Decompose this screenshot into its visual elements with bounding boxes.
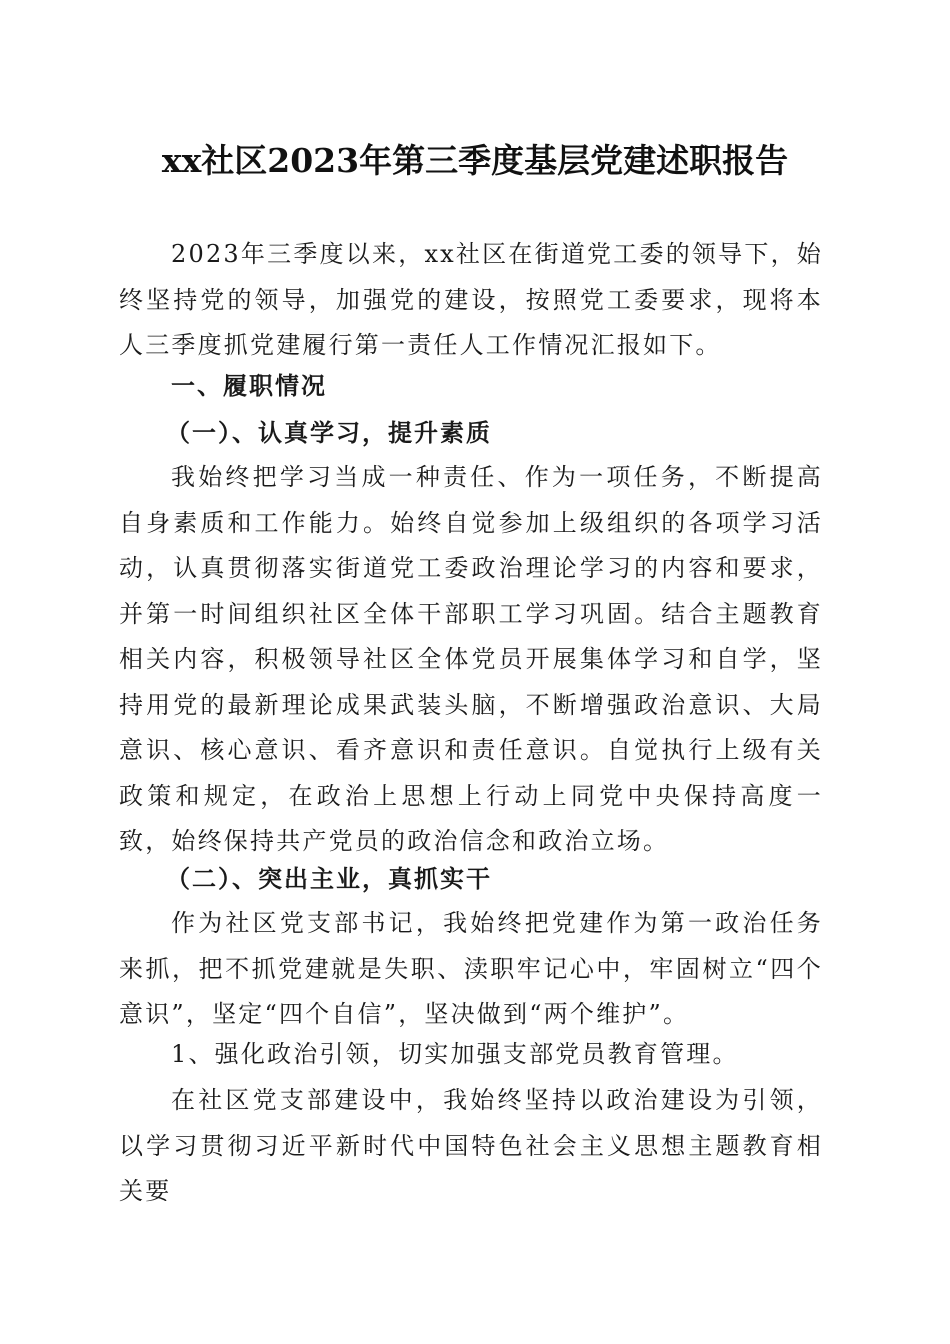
- section-heading-performance: 一、履职情况: [171, 372, 327, 400]
- main-work-paragraph: 作为社区党支部书记，我始终把党建作为第一政治任务来抓，把不抓党建就是失职、渎职牢记心中，牢固树立“四个意识”，坚定“四个自信”，坚决做到“两个维护”。: [119, 909, 823, 1028]
- subsection-heading-main-work: （二）、突出主业，真抓实干: [166, 864, 492, 893]
- document-title: xx社区2023年第三季度基层党建述职报告: [161, 141, 789, 180]
- item-heading-political-guidance: 1、强化政治引领，切实加强支部党员教育管理。: [171, 1040, 739, 1068]
- political-guidance-paragraph: 在社区党支部建设中，我始终坚持以政治建设为引领，以学习贯彻习近平新时代中国特色社会主义思想主题教育相关要: [119, 1086, 823, 1205]
- intro-paragraph: 2023年三季度以来，xx社区在街道党工委的领导下，始终坚持党的领导，加强党的建设，按照党工委要求，现将本人三季度抓党建履行第一责任人工作情况汇报如下。: [119, 240, 823, 359]
- study-paragraph: 我始终把学习当成一种责任、作为一项任务，不断提高自身素质和工作能力。始终自觉参加上级组织的各项学习活动，认真贯彻落实街道党工委政治理论学习的内容和要求，并第一时间组织社区全体干部职工学习巩固。结合主题教育相关内容，积极领导社区全体党员开展集体学习和自学，坚持用党的最新理论成果武装头脑，不断增强政治意识、大局意识、核心意识、看齐意识和责任意识。自觉执行上级有关政策和规定，在政治上思想上行动上同党中央保持高度一致，始终保持共产党员的政治信念和政治立场。: [119, 463, 823, 855]
- subsection-heading-study: （一）、认真学习，提升素质: [166, 418, 492, 447]
